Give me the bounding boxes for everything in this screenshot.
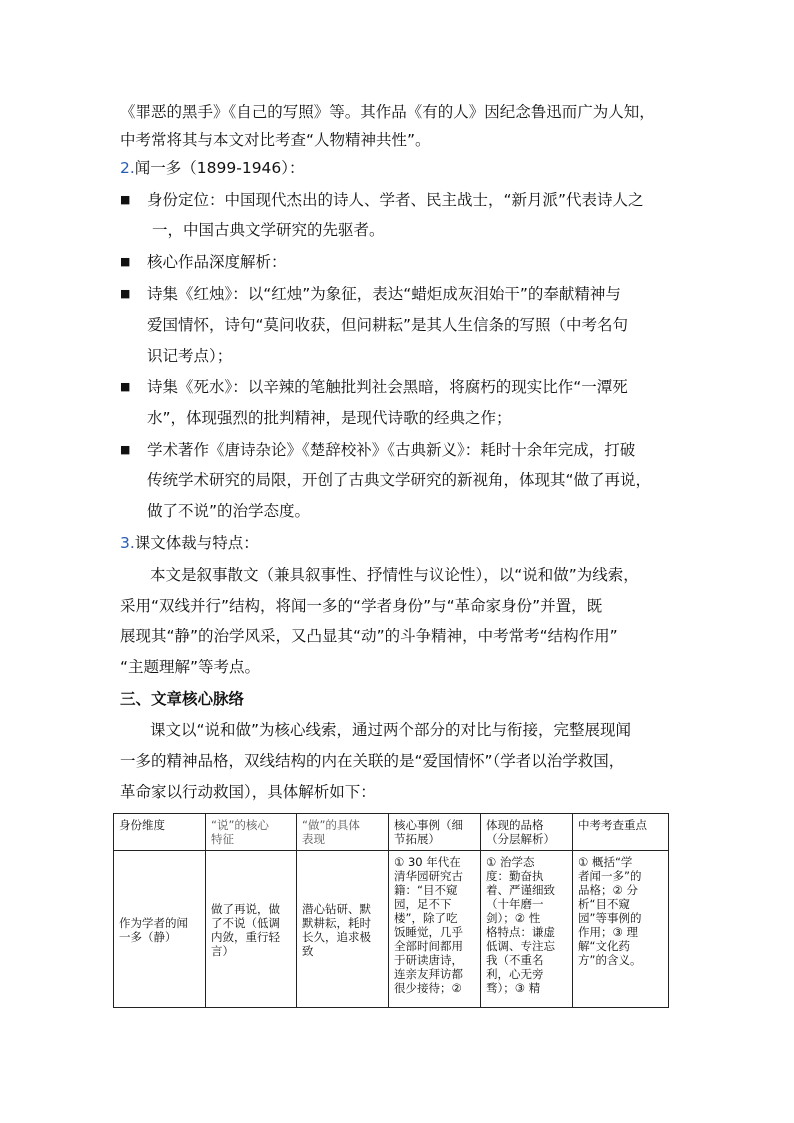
bullet-text: 识记考点）；: [147, 347, 233, 365]
bullet-text: 一，中国古典文学研究的先驱者。: [152, 221, 385, 239]
text-line: “主题理解”等考点。: [120, 658, 261, 676]
section-number: 3.: [120, 534, 135, 552]
table-cell: ① 概括“学 者闻一多”的 品格；② 分 析“目不窥 园”等事例的 作用；③ 理 解“文化药 方”的含义。: [573, 851, 669, 1008]
bullet-text: 做了不说”的治学态度。: [147, 502, 311, 520]
chapter-heading: 三、文章核心脉络: [120, 690, 245, 708]
table-header-cell: 身份维度: [114, 814, 206, 851]
text-line: 展现其“静”的治学风采，又凸显其“动”的斗争精神，中考常考“结构作用”: [120, 627, 618, 645]
text-line: 采用“双线并行”结构，将闻一多的“学者身份”与“革命家身份”并置，既: [120, 597, 603, 615]
analysis-table: [113, 813, 669, 1008]
bullet-text: 传统学术研究的局限，开创了古典文学研究的新视角，体现其“做了再说，: [147, 471, 652, 489]
text-line: 革命家以行动救国），具体解析如下：: [120, 783, 376, 801]
text-line: 课文以“说和做”为核心线索，通过两个部分的对比与衔接，完整展现闻: [150, 721, 632, 739]
table-header-cell: 体现的品格 （分层解析）: [481, 814, 573, 851]
table-cell: 做了再说，做 了不说（低调 内敛，重行轻 言）: [206, 851, 297, 1008]
bullet-text: 核心作品深度解析：: [147, 253, 287, 271]
text-line: 中考常将其与本文对比考查“人物精神共性”。: [120, 131, 431, 149]
text-line: 《罪恶的黑手》《自己的写照》等。其作品《有的人》因纪念鲁迅而广为人知，: [120, 103, 655, 121]
table-cell: ① 治学态 度：勤奋执 着、严谨细致 （十年磨一 剑）；② 性 格特点：谦虚 低调、专注忘 我（不重名 利，心无旁 骛）；③ 精: [481, 851, 573, 1008]
table-header-cell: “说”的核心 特征: [206, 814, 297, 851]
section-title: 课文体裁与特点：: [134, 534, 259, 552]
table-header-cell: “做”的具体 表现: [297, 814, 389, 851]
table-header-cell: 中考考查重点: [573, 814, 669, 851]
bullet-text: 爱国情怀，诗句“莫问收获，但问耕耘”是其人生信条的写照（中考名句: [147, 316, 629, 334]
bullet-icon: ■: [120, 443, 131, 456]
bullet-text: 学术著作《唐诗杂论》《楚辞校补》《古典新义》：耗时十余年完成，打破: [147, 441, 636, 459]
table-header-cell: 核心事例（细 节拓展）: [389, 814, 481, 851]
section-heading: [120, 158, 305, 178]
table-header-row: [114, 814, 669, 851]
section-heading: [120, 533, 259, 553]
bullet-icon: ■: [120, 193, 131, 206]
bullet-icon: ■: [120, 380, 131, 393]
bullet-icon: ■: [120, 255, 131, 268]
section-title: 闻一多（1899-1946）：: [134, 159, 305, 177]
table-cell: ① 30 年代在 清华园研究古 籍：“目不窥 园，足不下 楼”，除了吃 饭睡觉，几乎 全部时间都用 于研读唐诗， 连亲友拜访都 很少接待；②: [389, 851, 481, 1008]
bullet-icon: ■: [120, 287, 131, 300]
bullet-text: 水”，体现强烈的批判精神，是现代诗歌的经典之作；: [147, 409, 512, 427]
text-line: 本文是叙事散文（兼具叙事性、抒情性与议论性），以“说和做”为线索，: [150, 566, 639, 584]
table-row: [114, 851, 669, 1008]
text-line: 一多的精神品格，双线结构的内在关联的是“爱国情怀”（学者以治学救国，: [120, 752, 625, 770]
section-number: 2.: [120, 159, 135, 177]
bullet-text: 诗集《红烛》：以“红烛”为象征，表达“蜡炬成灰泪始干”的奉献精神与: [147, 285, 621, 303]
table-cell: 潜心钻研、默 默耕耘，耗时 长久，追求极 致: [297, 851, 389, 1008]
table-cell: 作为学者的闻 一多（静）: [114, 851, 206, 1008]
bullet-text: 诗集《死水》：以辛辣的笔触批判社会黑暗，将腐朽的现实比作“一潭死: [147, 378, 628, 396]
bullet-text: 身份定位：中国现代杰出的诗人、学者、民主战士，“新月派”代表诗人之: [147, 191, 644, 209]
